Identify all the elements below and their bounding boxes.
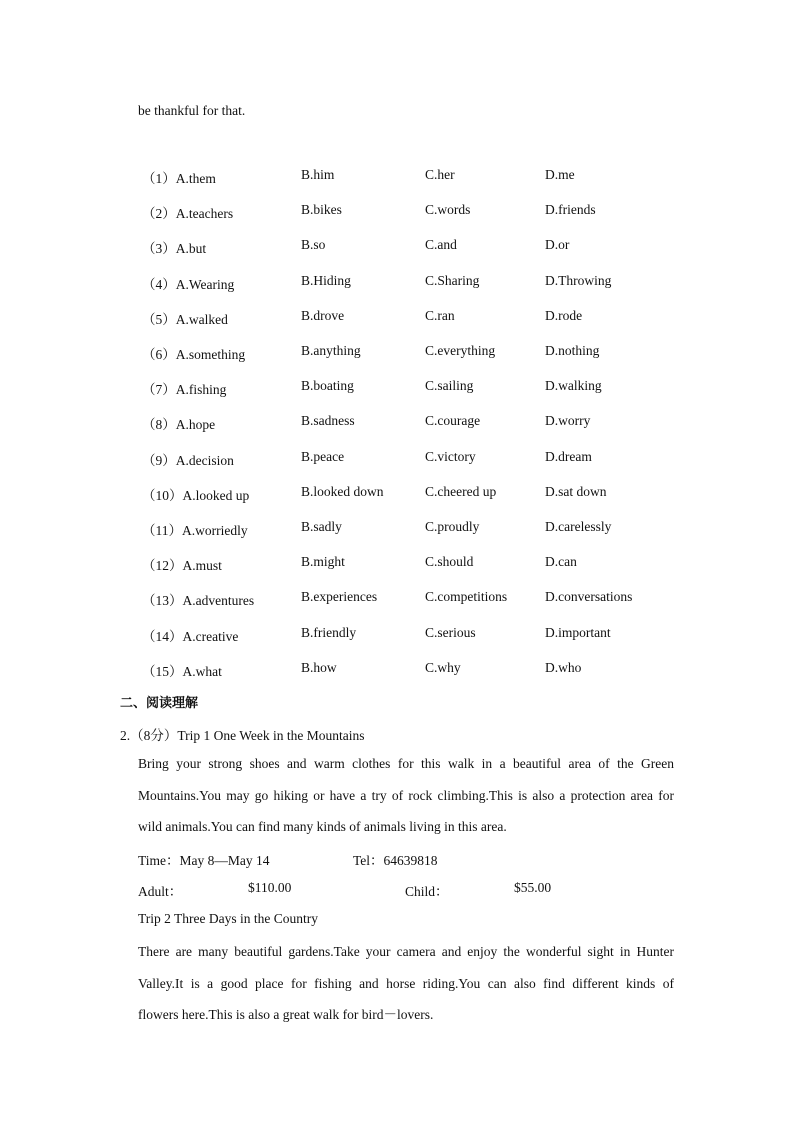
option-c: C.victory [425, 448, 476, 464]
option-b: B.how [301, 659, 337, 675]
option-a: （14）A.creative [142, 628, 239, 644]
option-d: D.me [545, 167, 575, 182]
trip1-description [138, 748, 674, 843]
option-d: D.dream [545, 448, 592, 464]
paragraph-line: Bring your strong shoes and warm clothes for this walk in a beautiful area of the Green [138, 756, 674, 771]
option-c: C.words [425, 202, 471, 218]
option-b: B.him [301, 167, 335, 182]
option-a: （1）A.them [142, 171, 216, 186]
option-d: D.rode [545, 307, 583, 323]
option-d: D.sat down [545, 483, 607, 499]
option-a: （6）A.something [142, 347, 246, 362]
option-d: D.Throwing [545, 272, 612, 288]
option-d: D.carelessly [545, 519, 612, 534]
paragraph-line: Valley.It is a good place for fishing and horse riding.You can also find different kinds of [138, 975, 674, 991]
option-a: （10）A.looked up [142, 487, 250, 503]
option-d: D.or [545, 237, 570, 253]
section-title: 二、阅读理解 [120, 696, 199, 711]
option-a: （15）A.what [142, 663, 222, 679]
option-d: D.friends [545, 202, 596, 218]
option-c: C.cheered up [425, 483, 497, 499]
option-b: B.looked down [301, 483, 384, 499]
trip1-time: Time：May 8—May 14 [138, 853, 270, 868]
option-a: （2）A.teachers [142, 206, 234, 222]
option-b: B.peace [301, 448, 345, 464]
child-label: Child： [405, 884, 449, 899]
option-b: B.drove [301, 307, 345, 323]
paragraph-line: wild animals.You can find many kinds of animals living in this area. [138, 819, 507, 834]
trip2-title: Trip 2 Three Days in the Country [138, 911, 318, 926]
option-a: （12）A.must [142, 558, 222, 574]
option-b: B.Hiding [301, 272, 351, 288]
option-a: （3）A.but [142, 241, 207, 257]
option-c: C.why [425, 659, 461, 675]
option-b: B.so [301, 237, 326, 253]
option-c: C.courage [425, 413, 481, 429]
option-a: （8）A.hope [142, 417, 216, 433]
option-b: B.bikes [301, 202, 342, 218]
option-b: B.experiences [301, 589, 378, 605]
child-price: $55.00 [514, 880, 552, 895]
option-a: （9）A.decision [142, 452, 234, 468]
option-a: （7）A.fishing [142, 382, 227, 398]
option-c: C.ran [425, 307, 455, 323]
option-d: D.who [545, 659, 582, 675]
option-d: D.nothing [545, 343, 600, 358]
option-c: C.Sharing [425, 272, 480, 288]
option-b: B.sadly [301, 519, 342, 534]
option-a: （13）A.adventures [142, 593, 255, 609]
option-d: D.worry [545, 413, 591, 429]
option-b: B.sadness [301, 413, 355, 429]
option-b: B.might [301, 554, 345, 570]
option-c: C.and [425, 237, 457, 253]
option-c: C.everything [425, 343, 496, 358]
option-b: B.boating [301, 378, 354, 394]
paragraph-line: Mountains.You may go hiking or have a try of rock climbing.This is also a protection area for [138, 787, 674, 803]
option-d: D.important [545, 624, 611, 640]
option-c: C.sailing [425, 378, 474, 394]
option-b: B.friendly [301, 624, 357, 640]
paragraph-line: There are many beautiful gardens.Take your camera and enjoy the wonderful sight in Hunter [138, 944, 674, 959]
adult-label: Adult： [138, 884, 183, 899]
trip2-description [138, 936, 674, 1031]
question-heading: 2.（8分）Trip 1 One Week in the Mountains [120, 728, 365, 743]
trip1-tel: Tel：64639818 [353, 853, 438, 868]
option-b: B.anything [301, 343, 361, 358]
paragraph-line: flowers here.This is also a great walk for bird－lovers. [138, 1007, 434, 1022]
option-a: （5）A.walked [142, 311, 228, 327]
option-d: D.walking [545, 378, 602, 394]
adult-price: $110.00 [248, 880, 292, 895]
option-c: C.should [425, 554, 474, 570]
option-c: C.competitions [425, 589, 508, 605]
option-a: （4）A.Wearing [142, 276, 235, 292]
option-d: D.conversations [545, 589, 633, 605]
option-a: （11）A.worriedly [142, 523, 248, 538]
option-d: D.can [545, 554, 577, 570]
option-c: C.her [425, 167, 455, 182]
intro-text: be thankful for that. [138, 103, 246, 118]
option-c: C.serious [425, 624, 476, 640]
option-c: C.proudly [425, 519, 480, 534]
